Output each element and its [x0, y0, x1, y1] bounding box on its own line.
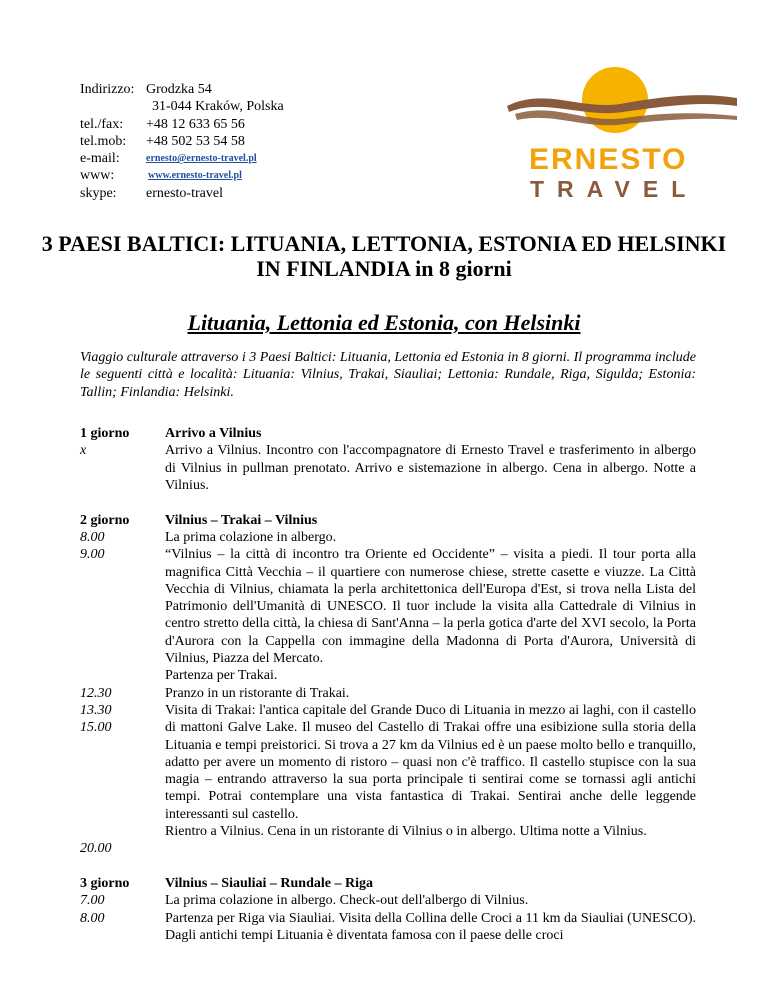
entry-time: 9.00 — [80, 547, 105, 563]
entry-text: La prima colazione in albergo. — [165, 529, 337, 545]
email-link[interactable]: ernesto@ernesto-travel.pl — [146, 153, 257, 165]
address-line2: 31-044 Kraków, Polska — [152, 99, 284, 115]
entry-text: Pranzo in un ristorante di Trakai. — [165, 685, 350, 701]
telmob-value: +48 502 53 54 58 — [146, 133, 245, 149]
day-number: 2 giorno — [80, 512, 130, 528]
website-link[interactable]: www.ernesto-travel.pl — [148, 170, 242, 182]
address-label: Indirizzo: — [80, 82, 135, 97]
entry-time: 20.00 — [80, 841, 112, 857]
day-2 — [80, 512, 696, 858]
logo-ernesto-text: ERNESTO — [529, 143, 688, 176]
logo-travel-text: TRAVEL — [530, 176, 699, 202]
day-title: Arrivo a Vilnius — [165, 426, 262, 441]
contact-block — [80, 81, 284, 202]
day-1 — [80, 425, 696, 494]
www-label: www: — [80, 168, 115, 184]
intro-paragraph: Viaggio culturale attraverso i 3 Paesi Baltici: Lituania, Lettonia ed Estonia in 8 giorni. Il programma include le seguenti città e località: Lituania: Vilnius, Trakai, Siauliai; Lettonia: Rundale, Riga, Sigulda; Estonia: Tallin; Finlandia: Helsinki. — [80, 350, 696, 400]
address-line1: Grodzka 54 — [146, 82, 212, 97]
address-row-2 — [80, 98, 284, 115]
entry-time: x — [80, 443, 87, 459]
entry-text: Partenza per Trakai. — [165, 668, 278, 684]
entry-time: 15.00 — [80, 720, 112, 736]
telfax-label: tel./fax: — [80, 116, 124, 132]
entry-text: La prima colazione in albergo. Check-out dell'albergo di Vilnius. — [165, 893, 529, 909]
entry-time: 7.00 — [80, 893, 105, 909]
telfax-value: +48 12 633 65 56 — [146, 116, 245, 132]
day-title: Vilnius – Trakai – Vilnius — [165, 512, 318, 528]
email-row — [80, 150, 284, 167]
entry-text: Rientro a Vilnius. Cena in un ristorante di Vilnius o in albergo. Ultima notte a Vilnius. — [165, 824, 647, 840]
day-3 — [80, 875, 696, 944]
day-title: Vilnius – Siauliai – Rundale – Riga — [165, 876, 373, 892]
skype-row — [80, 185, 284, 202]
page-title: 3 PAESI BALTICI: LITUANIA, LETTONIA, ESTONIA ED HELSINKI IN FINLANDIA in 8 giorni — [41, 231, 727, 281]
ernesto-travel-logo — [505, 62, 737, 202]
page-subtitle: Lituania, Lettonia ed Estonia, con Helsinki — [187, 310, 581, 335]
day-number: 1 giorno — [80, 426, 130, 441]
entry-time: 8.00 — [80, 529, 105, 545]
entry-text: Visita di Trakai: l'antica capitale del Grande Duco di Lituania in mezzo ai laghi, con il castello di mattoni Galve Lake. Il museo del Castello di Trakai offre una esibizione sulla storia della Lituania e tempi preistorici. Si trova a 27 km da Vilnius ed è un paese molto bello e tranquillo, adatto per avere un momento di ristoro – quasi non c'è traffico. Il castello stupisce con la sua magia – entrando attraverso la sua porta principale ti sentirai come se tornassi agli antichi tempi. Potrai contemplare una vista fantastica di Trakai. Sentirai anche delle leggende interessanti sul castello. — [165, 702, 696, 822]
entry-time: 12.30 — [80, 685, 112, 701]
telmob-label: tel.mob: — [80, 133, 127, 149]
entry-text: Arrivo a Vilnius. Incontro con l'accompagnatore di Ernesto Travel e trasferimento in albergo di Vilnius in pullman prenotato. Arrivo e sistemazione in albergo. Cena in albergo. Notte a Vilnius. — [165, 443, 696, 493]
entry-time: 8.00 — [80, 910, 105, 926]
itinerary — [80, 425, 696, 962]
entry-text: Partenza per Riga via Siauliai. Visita della Collina delle Croci a 11 km da Siauliai (UNESCO). Dagli antichi tempi Lituania è diventata famosa con il paese delle croci — [165, 910, 696, 944]
sun-swoosh-icon — [505, 62, 737, 152]
telfax-row — [80, 116, 284, 133]
entry-text: “Vilnius – la città di incontro tra Oriente ed Occidente” – visita a piedi. Il tour porta alla magnifica Città Vecchia – il quartiere con numerose chiese, strette casette e viuzze. La Città Vecchia di Vilnius, chiamata la perla architettonica dell'Europa d'Est, si trova nella Lista del Patrimonio dell'Umanità di UNESCO. Il tuor include la visita alla Cattedrale di Vilnius in centro stretto della città, la chiesa di Sant'Anna – la perla gotica d'arte del XVI secolo, la Porta d'Aurora con la Cappella con immagine della Madonna di Porta d'Aurora, Università di Vilnius, Piazza del Mercato. — [165, 547, 696, 667]
entry-time: 13.30 — [80, 702, 112, 718]
telmob-row — [80, 133, 284, 150]
www-row — [80, 167, 284, 184]
day-number: 3 giorno — [80, 876, 130, 892]
skype-value: ernesto-travel — [146, 185, 223, 201]
skype-label: skype: — [80, 185, 117, 201]
email-label: e-mail: — [80, 151, 120, 167]
address-row — [80, 81, 284, 98]
